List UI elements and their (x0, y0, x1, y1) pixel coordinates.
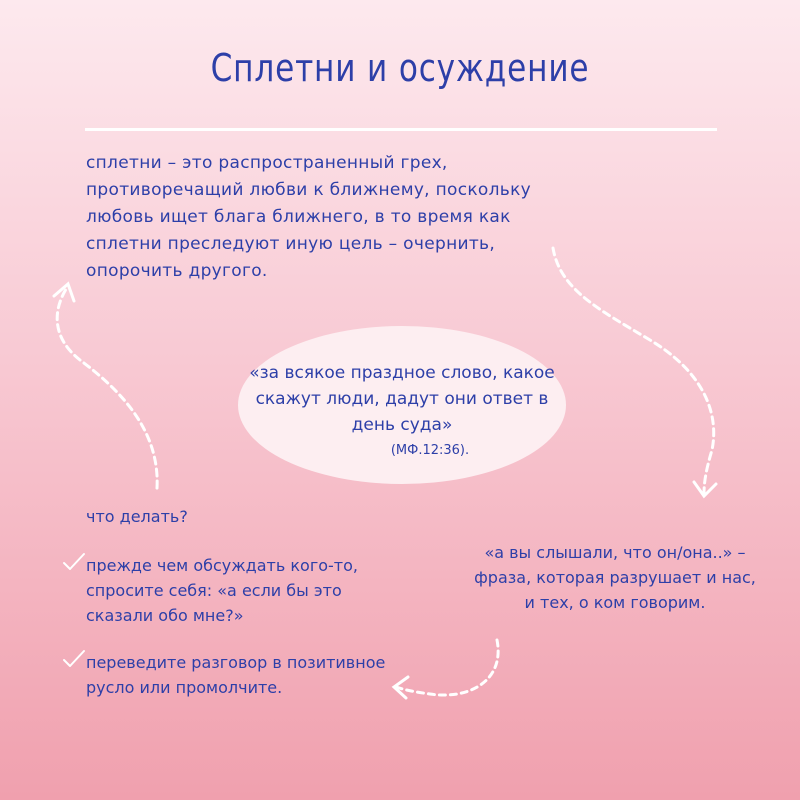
curved-arrow-left-bottom (396, 640, 498, 695)
advice-heading: что делать? (86, 507, 188, 526)
squiggle-arrow-down-right (553, 248, 714, 494)
advice-tip-text: прежде чем обсуждать кого-то, спросите себя: «а если бы это сказали обо мне?» (86, 556, 358, 625)
intro-text: сплетни – это распространенный грех, противоречащий любви к ближнему, поскольку любовь ищет блага ближнего, в то время как сплетни преследуют иную цель – очернить, опорочить другого. (86, 153, 532, 281)
phrase-text: «а вы слышали, что он/она..» – фраза, которая разрушает и нас, и тех, о ком говорим. (474, 543, 756, 612)
advice-tip (62, 650, 402, 700)
advice-tip (62, 553, 402, 628)
bible-quote (238, 360, 566, 464)
quote-text: «за всякое праздное слово, какое скажут люди, дадут они ответ в день суда» (249, 363, 555, 435)
page-title: Сплетни и осуждение (210, 46, 590, 90)
quote-reference: (МФ.12:36). (390, 443, 470, 458)
advice-tip-text: переведите разговор в позитивное русло или промолчите. (86, 653, 386, 697)
checkmark-icon (62, 648, 86, 670)
checkmark-icon (62, 551, 86, 573)
curved-arrow-up-left (57, 286, 157, 488)
